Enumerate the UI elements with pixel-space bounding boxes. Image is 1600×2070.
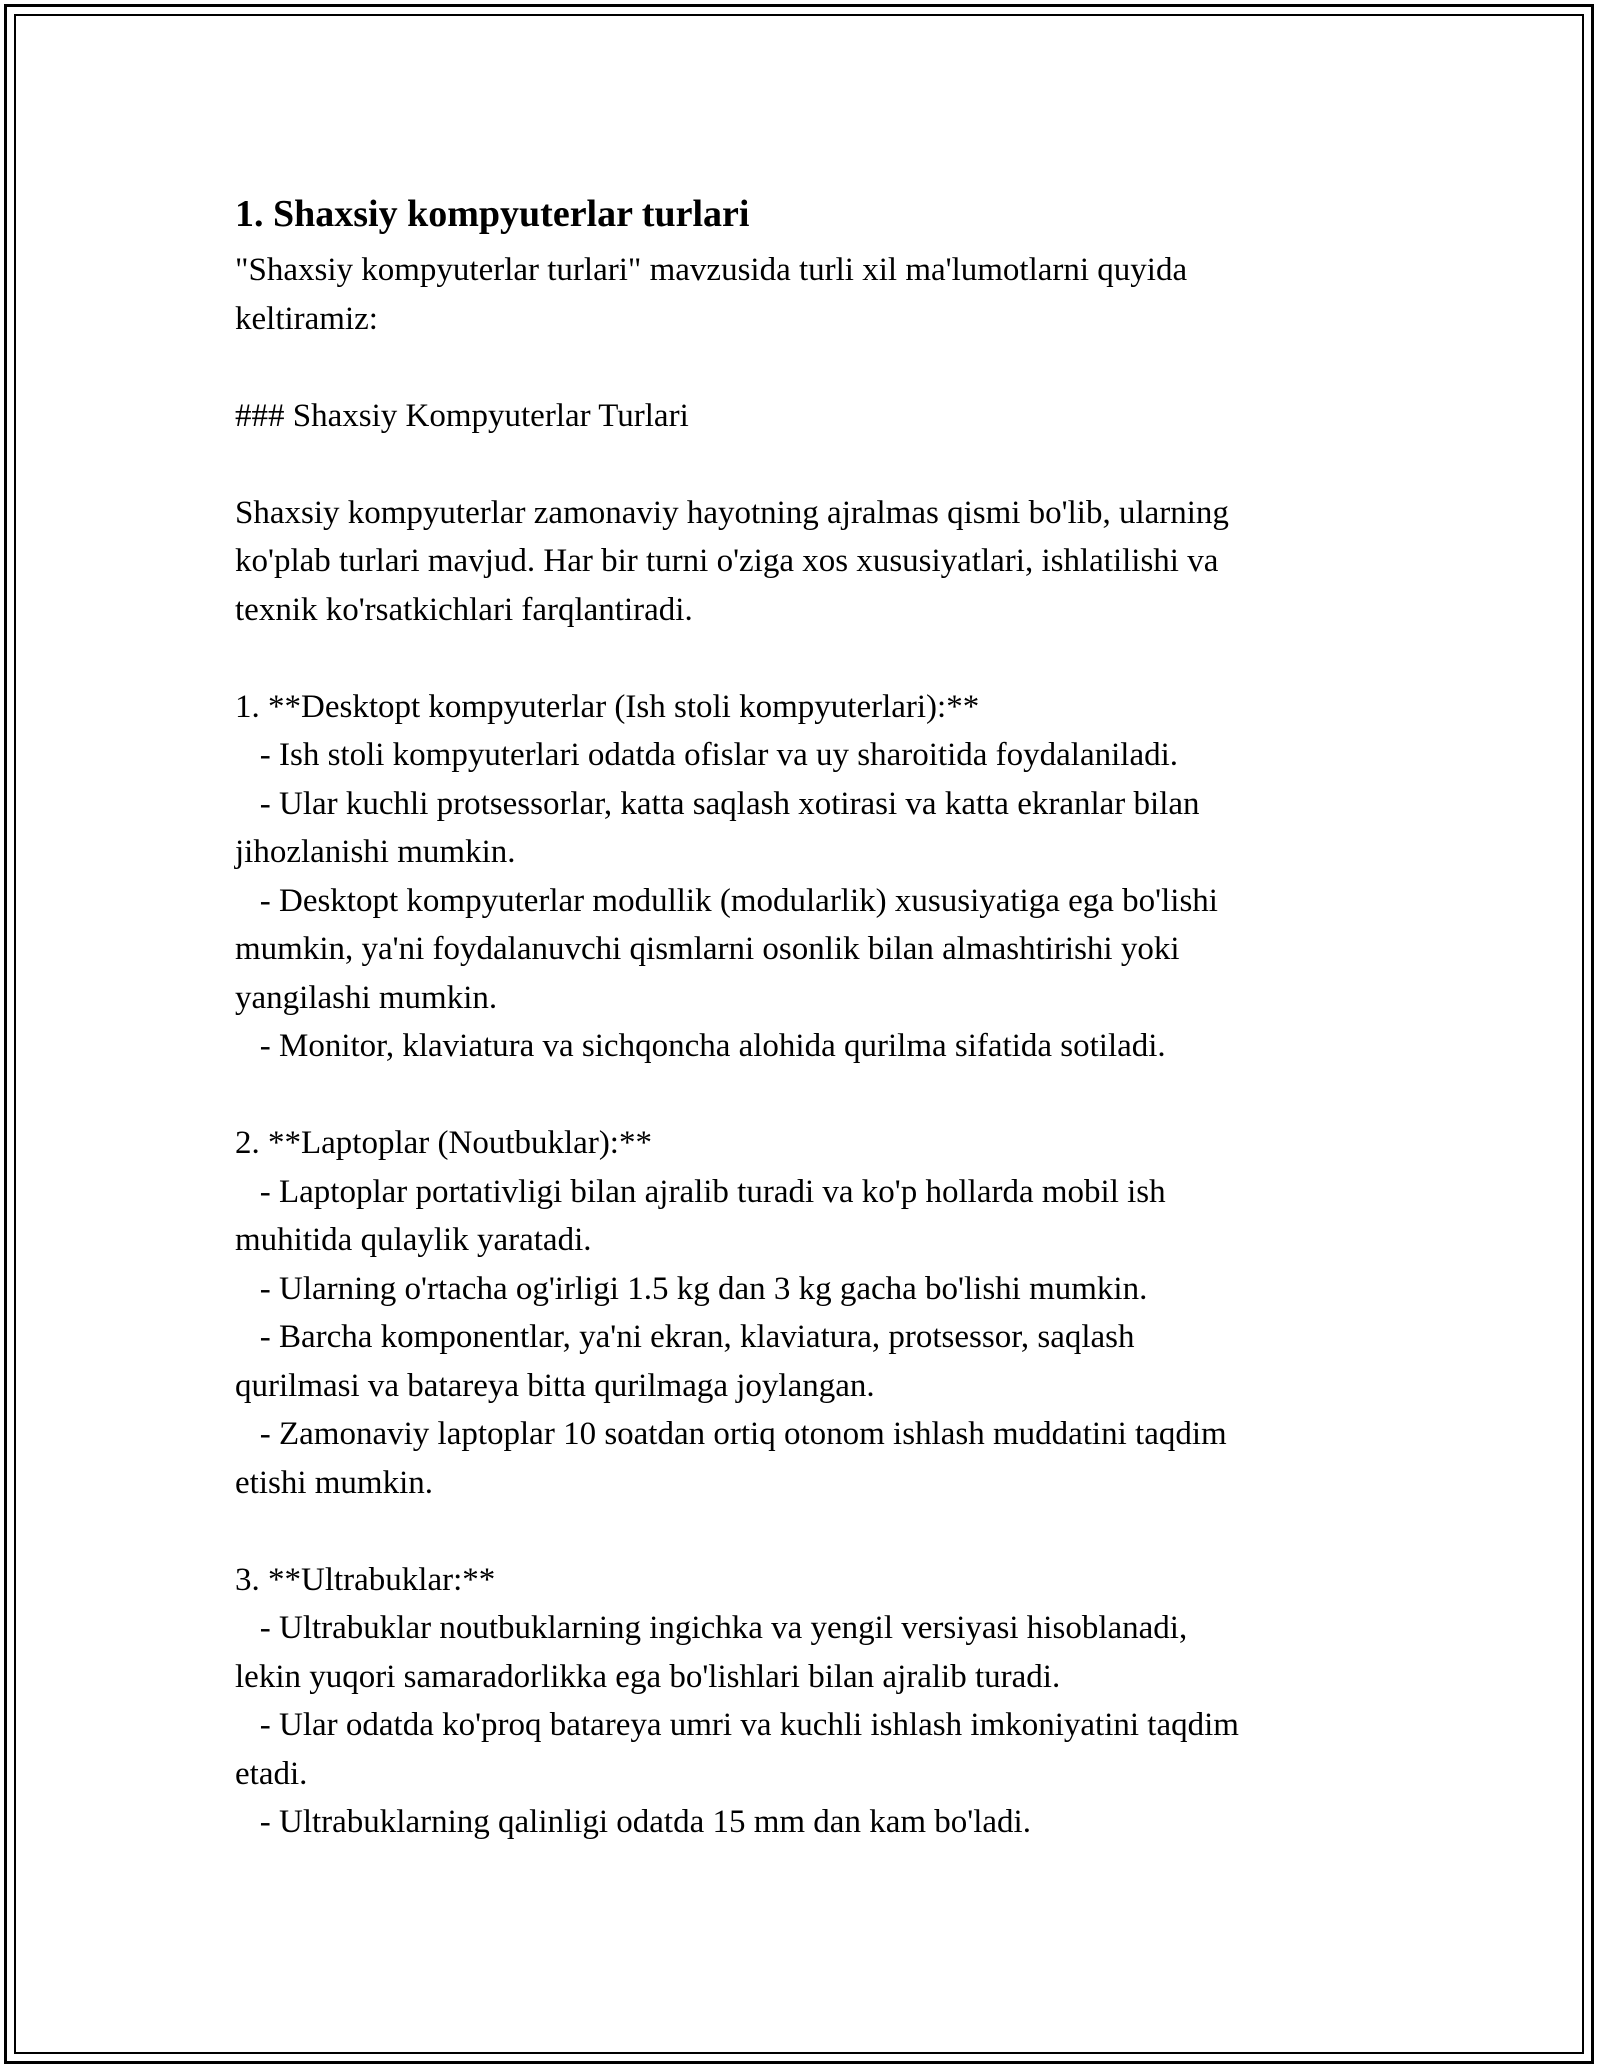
document-body xyxy=(235,186,1375,1847)
spacer xyxy=(235,1071,1375,1120)
section-heading-desktop: 1. **Desktopt kompyuterlar (Ish stoli kompyuterlari):** xyxy=(235,688,980,725)
section-heading-laptops: 2. **Laptoplar (Noutbuklar):** xyxy=(235,1125,652,1161)
section-body-desktop: - Ish stoli kompyuterlari odatda ofislar va uy sharoitida foydalaniladi. - Ular kuchli protsessorlar, katta saqlash xotirasi va katta ekranlar bilan jihozlanishi mumkin. - Desktopt kompyuterlar modullik (modularlik) xususiyatiga ega bo'lishi mumkin, ya'ni foydalanuvchi qismlarni osonlik bilan almashtirishi yoki yangilashi mumkin. - Monitor, klaviatura va sichqoncha alohida qurilma sifatida sotiladi. xyxy=(235,737,1218,1064)
spacer xyxy=(235,634,1375,683)
section-heading-ultrabooks: 3. **Ultrabuklar:** xyxy=(235,1561,496,1598)
section-body-ultrabooks: - Ultrabuklar noutbuklarning ingichka va yengil versiyasi hisoblanadi, lekin yuqori samaradorlikka ega bo'lishlari bilan ajralib turadi. - Ular odatda ko'proq batareya umri va kuchli ishlash imkoniyatini taqdim etadi. - Ultrabuklarning qalinligi odatda 15 mm dan kam bo'ladi. xyxy=(235,1610,1239,1840)
intro-paragraph: "Shaxsiy kompyuterlar turlari" mavzusida turli xil ma'lumotlarni quyida keltiramiz: xyxy=(235,252,1188,337)
subheading: ### Shaxsiy Kompyuterlar Turlari xyxy=(235,397,689,434)
spacer xyxy=(235,1507,1375,1556)
section-body-laptops: - Laptoplar portativligi bilan ajralib turadi va ko'p hollarda mobil ish muhitida qulaylik yaratadi. - Ularning o'rtacha og'irligi 1.5 kg dan 3 kg gacha bo'lishi mumkin. - Barcha komponentlar, ya'ni ekran, klaviatura, protsessor, saqlash qurilmasi va batareya bitta qurilmaga joylangan. - Zamonaviy laptoplar 10 soatdan ortiq otonom ishlash muddatini taqdim etishi mumkin. xyxy=(235,1173,1227,1501)
spacer xyxy=(235,343,1375,392)
document-title: 1. Shaxsiy kompyuterlar turlari xyxy=(235,193,750,235)
spacer xyxy=(235,440,1375,489)
overview-paragraph: Shaxsiy kompyuterlar zamonaviy hayotning ajralmas qismi bo'lib, ularning ko'plab turlari mavjud. Har bir turni o'ziga xos xususiyatlari, ishlatilishi va texnik ko'rsatkichlari farqlantiradi. xyxy=(235,494,1229,628)
